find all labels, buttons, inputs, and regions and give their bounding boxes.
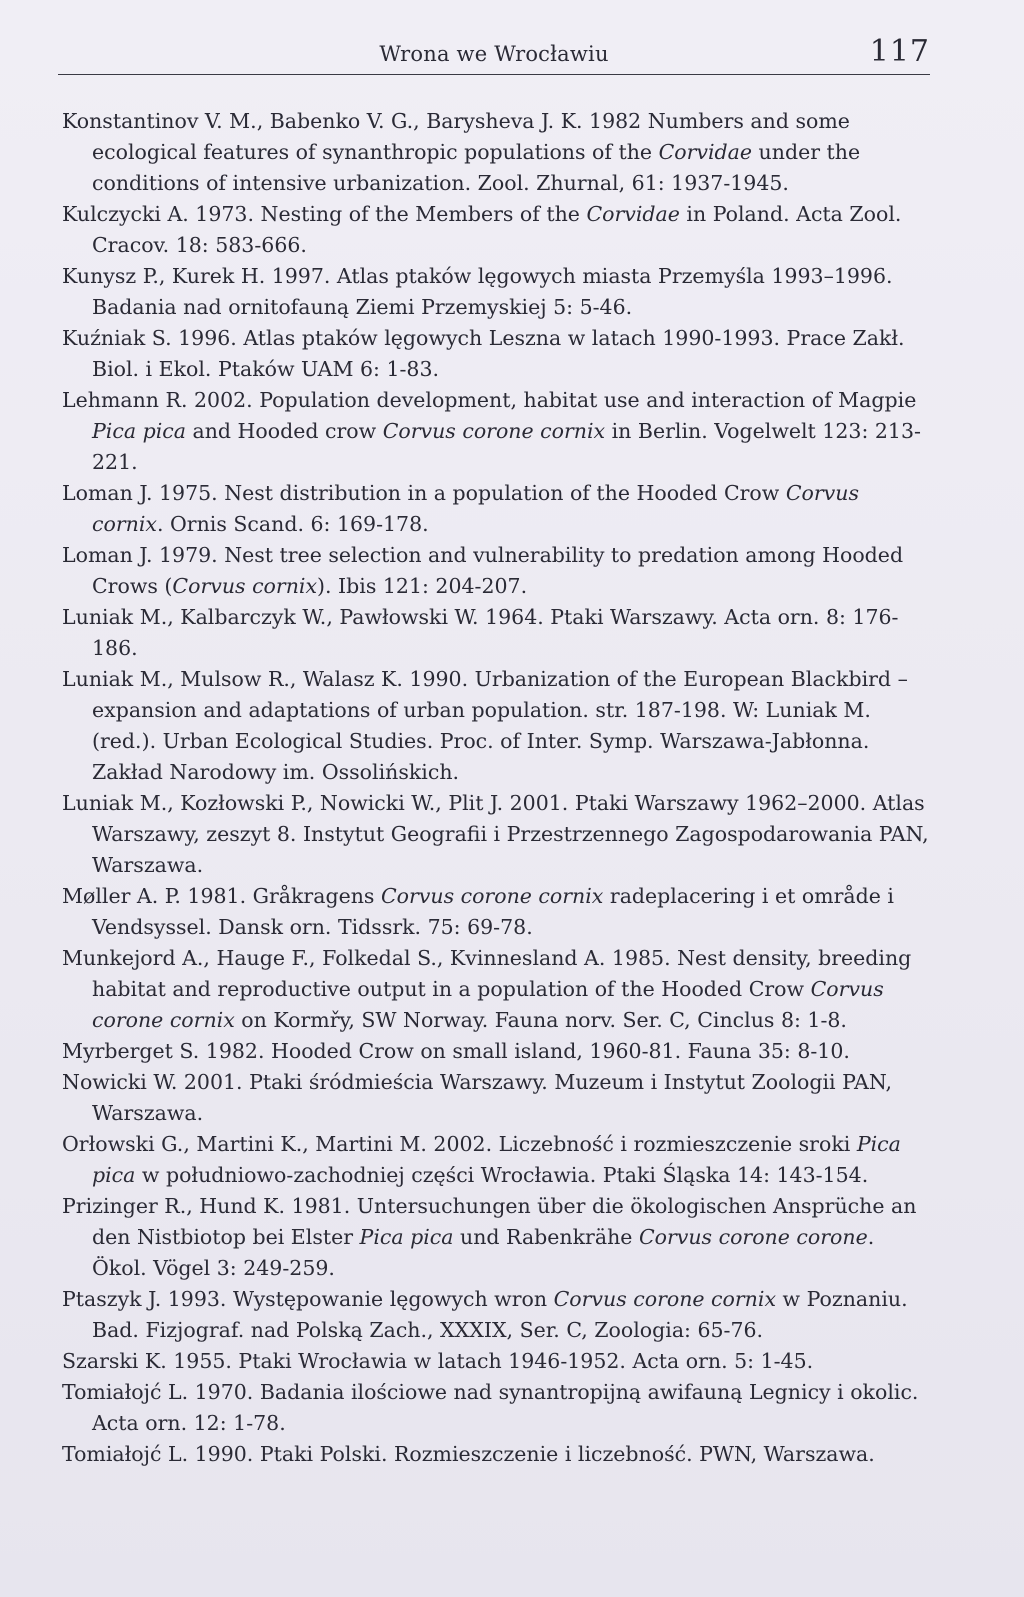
- reference-text: Loman J. 1975. Nest distribution in a population of the Hooded Crow: [62, 481, 786, 505]
- reference-text: Luniak M., Mulsow R., Walasz K. 1990. Urbanization of the European Blackbird – expansion and adaptations of urban population. str. 187-198. W: Luniak M. (red.). Urban Ecological Studies. Proc. of Inter. Symp. Warszawa-Jabłonna. Zakład Narodowy im. Ossolińskich.: [62, 667, 908, 784]
- reference-list: [62, 106, 930, 1470]
- reference-entry: [62, 1284, 930, 1346]
- taxon-name: Corvus cornix: [172, 574, 318, 598]
- reference-text: Konstantinov V. M., Babenko V. G., Barysheva J. K. 1982 Numbers and some ecological features of synanthropic populations of the: [62, 109, 850, 164]
- page-header: [58, 34, 930, 75]
- reference-text: Nowicki W. 2001. Ptaki śródmieścia Warszawy. Muzeum i Instytut Zoologii PAN, Warszawa.: [62, 1070, 892, 1125]
- reference-text: . Ökol. Vögel 3: 249-259.: [92, 1225, 875, 1280]
- reference-text: Tomiałojć L. 1970. Badania ilościowe nad synantropijną awifauną Legnicy i okolic. Acta orn. 12: 1-78.: [62, 1380, 919, 1435]
- reference-text: Prizinger R., Hund K. 1981. Untersuchungen über die ökologischen Ansprüche an den Nistbiotop bei Elster: [62, 1194, 917, 1249]
- reference-text: in Berlin. Vogelwelt 123: 213-221.: [92, 419, 921, 474]
- reference-text: on Kormřy, SW Norway. Fauna norv. Ser. C, Cinclus 8: 1-8.: [234, 1008, 847, 1032]
- reference-entry: [62, 1129, 930, 1191]
- reference-entry: [62, 1439, 930, 1470]
- reference-text: Luniak M., Kalbarczyk W., Pawłowski W. 1964. Ptaki Warszawy. Acta orn. 8: 176-186.: [62, 605, 899, 660]
- reference-text: and Hooded crow: [185, 419, 383, 443]
- reference-entry: [62, 1191, 930, 1284]
- reference-entry: [62, 261, 930, 323]
- taxon-name: Pica pica: [92, 419, 186, 443]
- reference-entry: [62, 323, 930, 385]
- reference-entry: [62, 1346, 930, 1377]
- taxon-name: Corvidae: [658, 140, 753, 164]
- reference-text: . Ornis Scand. 6: 169-178.: [156, 512, 429, 536]
- reference-entry: [62, 199, 930, 261]
- reference-entry: [62, 478, 930, 540]
- reference-entry: [62, 106, 930, 199]
- reference-text: Kulczycki A. 1973. Nesting of the Members of the: [62, 202, 587, 226]
- reference-text: radeplacering i et område i Vendsyssel. Dansk orn. Tidssrk. 75: 69-78.: [92, 884, 894, 939]
- reference-entry: [62, 788, 930, 881]
- reference-text: Loman J. 1979. Nest tree selection and vulnerability to predation among Hooded Crows (: [62, 543, 904, 598]
- reference-entry: [62, 1036, 930, 1067]
- reference-text: ). Ibis 121: 204-207.: [317, 574, 528, 598]
- reference-text: w Poznaniu. Bad. Fizjograf. nad Polską Zach., XXXIX, Ser. C, Zoologia: 65-76.: [92, 1287, 908, 1342]
- reference-entry: [62, 1067, 930, 1129]
- taxon-name: Corvidae: [586, 202, 680, 226]
- reference-entry: [62, 1377, 930, 1439]
- taxon-name: Corvus cornix: [92, 481, 859, 536]
- taxon-name: Corvus corone cornix: [380, 884, 604, 908]
- reference-text: Myrberget S. 1982. Hooded Crow on small island, 1960-81. Fauna 35: 8-10.: [62, 1039, 850, 1063]
- page-number: 117: [869, 34, 930, 69]
- reference-text: Ptaszyk J. 1993. Występowanie lęgowych wron: [62, 1287, 554, 1311]
- reference-text: Kuźniak S. 1996. Atlas ptaków lęgowych Leszna w latach 1990-1993. Prace Zakł. Biol. i Ekol. Ptaków UAM 6: 1-83.: [62, 326, 905, 381]
- reference-text: under the conditions of intensive urbanization. Zool. Zhurnal, 61: 1937-1945.: [92, 140, 861, 195]
- reference-entry: [62, 540, 930, 602]
- reference-text: w południowo-zachodniej części Wrocławia. Ptaki Śląska 14: 143-154.: [135, 1163, 869, 1187]
- reference-text: und Rabenkrähe: [453, 1225, 639, 1249]
- reference-entry: [62, 664, 930, 788]
- reference-text: in Poland. Acta Zool. Cracov. 18: 583-666.: [92, 202, 902, 257]
- reference-entry: [62, 385, 930, 478]
- reference-text: Kunysz P., Kurek H. 1997. Atlas ptaków lęgowych miasta Przemyśla 1993–1996. Badania nad ornitofauną Ziemi Przemyskiej 5: 5-46.: [62, 264, 893, 319]
- reference-text: Luniak M., Kozłowski P., Nowicki W., Plit J. 2001. Ptaki Warszawy 1962–2000. Atlas Warszawy, zeszyt 8. Instytut Geografii i Przestrzennego Zagospodarowania PAN, Warszawa.: [62, 791, 929, 877]
- reference-entry: [62, 943, 930, 1036]
- reference-text: Møller A. P. 1981. Gråkragens: [62, 884, 381, 908]
- taxon-name: Corvus corone cornix: [553, 1287, 777, 1311]
- reference-text: Szarski K. 1955. Ptaki Wrocławia w latach 1946-1952. Acta orn. 5: 1-45.: [62, 1349, 814, 1373]
- reference-text: Munkejord A., Hauge F., Folkedal S., Kvinnesland A. 1985. Nest density, breeding habitat and reproductive output in a population of the Hooded Crow: [62, 946, 912, 1001]
- reference-text: Orłowski G., Martini K., Martini M. 2002. Liczebność i rozmieszczenie sroki: [62, 1132, 857, 1156]
- taxon-name: Pica pica: [92, 1132, 901, 1187]
- reference-text: Lehmann R. 2002. Population development, habitat use and interaction of Magpie: [62, 388, 917, 412]
- taxon-name: Corvus corone cornix: [92, 977, 884, 1032]
- reference-text: Tomiałojć L. 1990. Ptaki Polski. Rozmieszczenie i liczebność. PWN, Warszawa.: [62, 1442, 875, 1466]
- taxon-name: Corvus corone corone: [638, 1225, 868, 1249]
- taxon-name: Pica pica: [359, 1225, 454, 1249]
- taxon-name: Corvus corone cornix: [382, 419, 606, 443]
- reference-entry: [62, 881, 930, 943]
- reference-entry: [62, 602, 930, 664]
- running-title: Wrona we Wrocławiu: [379, 42, 609, 66]
